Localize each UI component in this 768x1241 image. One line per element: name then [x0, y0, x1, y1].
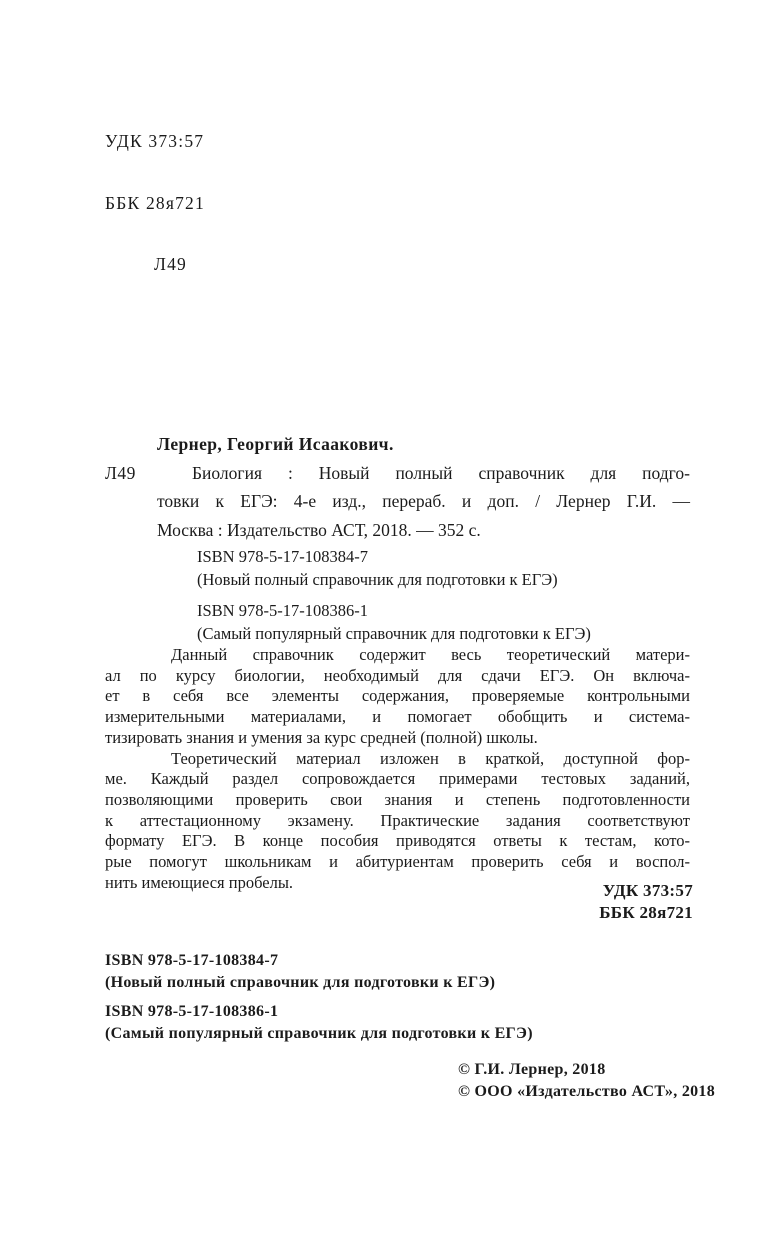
series-title: (Самый популярный справочник для подготовки к ЕГЭ) — [197, 623, 591, 643]
udk-code-right: УДК 373:57 — [602, 881, 693, 900]
annotation-line: к аттестационному экзамену. Практические задания соответствуют — [105, 810, 690, 830]
annotation-line: позволяющими проверить свои знания и степень подготовленности — [105, 789, 690, 809]
catalog-entry — [105, 430, 690, 544]
author-name: Лернер, Георгий Исаакович. — [157, 434, 394, 454]
copyright-author: © Г.И. Лернер, 2018 — [458, 1061, 606, 1078]
series-title: (Самый популярный справочник для подготовки к ЕГЭ) — [105, 1025, 533, 1042]
series-title: (Новый полный справочник для подготовки к ЕГЭ) — [105, 974, 496, 991]
top-catalog-codes — [105, 90, 205, 316]
isbn-number: ISBN 978-5-17-108384-7 — [105, 952, 279, 969]
catalog-line: товки к ЕГЭ: 4-е изд., перераб. и доп. / Лернер Г.И. — — [157, 491, 690, 511]
annotation-line: Данный справочник содержит весь теоретический матери- — [171, 645, 690, 664]
isbn-block — [105, 950, 533, 994]
bbk-code: ББК 28я721 — [105, 192, 205, 213]
annotation-line: тизировать знания и умения за курс средней (полной) школы. — [105, 727, 538, 747]
hanging-author-sign: Л49 — [105, 462, 136, 483]
isbn-footer-section — [105, 950, 533, 1045]
isbn-block — [197, 546, 591, 591]
isbn-number: ISBN 978-5-17-108384-7 — [197, 547, 368, 566]
bbk-code-right: ББК 28я721 — [599, 903, 693, 922]
isbn-block — [197, 600, 591, 645]
annotation-line: ме. Каждый раздел сопровождается примерами тестовых заданий, — [105, 769, 690, 789]
annotation-line: рые помогут школьникам и абитуриентам проверить себя и воспол- — [105, 852, 690, 872]
isbn-section — [197, 546, 591, 645]
isbn-number: ISBN 978-5-17-108386-1 — [105, 1003, 279, 1020]
copyright-publisher: © ООО «Издательство АСТ», 2018 — [458, 1082, 716, 1100]
isbn-block — [105, 1001, 533, 1045]
copyright-block — [458, 1059, 715, 1102]
catalog-line: Москва : Издательство АСТ, 2018. — 352 с. — [157, 519, 481, 540]
annotation-line: нить имеющиеся пробелы. — [105, 872, 294, 892]
udk-code: УДК 373:57 — [105, 131, 205, 151]
annotation-line: ет в себя все элементы содержания, проверяемые контрольными — [105, 686, 690, 706]
isbn-number: ISBN 978-5-17-108386-1 — [197, 601, 368, 620]
catalog-line: Биология : Новый полный справочник для подго- — [192, 462, 690, 483]
annotation-line: Теоретический материал изложен в краткой, доступной фор- — [171, 748, 690, 768]
annotation — [105, 645, 690, 893]
catalog-codes-right — [599, 880, 693, 924]
annotation-line: ал по курсу биологии, необходимый для сдачи ЕГЭ. Он включа- — [105, 665, 690, 685]
annotation-line: формату ЕГЭ. В конце пособия приводятся ответы к тестам, кото- — [105, 831, 690, 851]
annotation-line: измерительными материалами, и помогает обобщить и система- — [105, 707, 690, 727]
series-title: (Новый полный справочник для подготовки к ЕГЭ) — [197, 569, 558, 589]
author-sign-code: Л49 — [154, 254, 187, 274]
